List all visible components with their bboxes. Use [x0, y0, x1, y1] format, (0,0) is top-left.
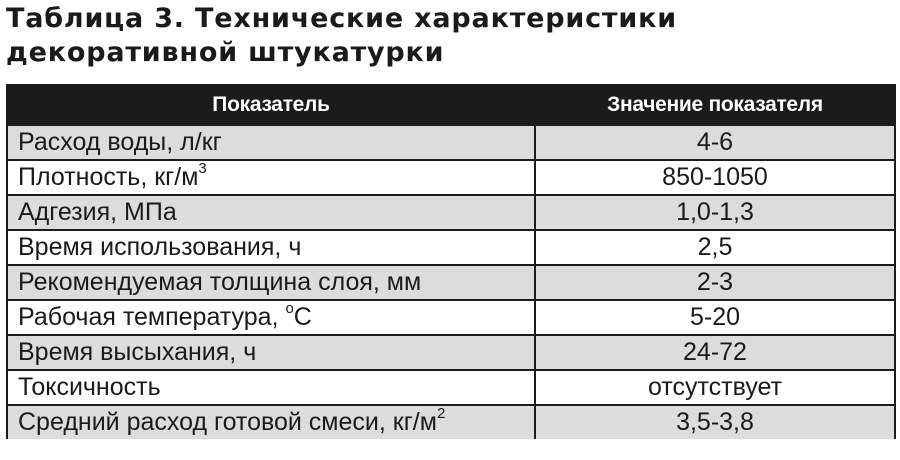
parameter-cell	[7, 230, 535, 265]
parameter-cell	[7, 335, 535, 370]
unit-superscript: 2	[436, 405, 446, 422]
parameter-cell	[7, 300, 535, 335]
unit-superscript: 3	[198, 160, 207, 177]
value-cell: 3,5-3,8	[535, 405, 895, 439]
parameter-cell	[7, 370, 535, 405]
parameter-label: Время высыхания, ч	[18, 338, 257, 366]
table-row	[7, 370, 895, 405]
table-row	[7, 230, 895, 265]
value-cell: 24-72	[535, 335, 895, 370]
table-row	[7, 125, 895, 160]
table-row	[7, 195, 895, 230]
table-row	[7, 335, 895, 370]
parameter-cell	[7, 405, 535, 439]
value-cell: 1,0-1,3	[535, 195, 895, 230]
parameter-label: Токсичность	[18, 373, 161, 401]
parameter-label: Плотность, кг/м	[18, 163, 199, 191]
value-cell: 2,5	[535, 230, 895, 265]
parameter-cell	[7, 125, 535, 160]
parameter-label: Расход воды, л/кг	[18, 128, 222, 156]
table-row	[7, 405, 895, 439]
parameter-cell	[7, 195, 535, 230]
value-cell: 850-1050	[535, 160, 895, 195]
parameter-label: Время использования, ч	[18, 233, 302, 261]
table-title: Таблица 3. Технические характеристики декоративной штукатурки	[6, 3, 677, 68]
column-header-value: Значение показателя	[535, 85, 895, 125]
table-row	[7, 300, 895, 335]
value-cell: 5-20	[535, 300, 895, 335]
parameter-cell	[7, 265, 535, 300]
table-header-row	[7, 85, 895, 125]
unit-superscript: o	[285, 300, 294, 317]
spec-table	[6, 84, 896, 439]
parameter-label: Рабочая температура,	[18, 303, 286, 331]
column-header-parameter: Показатель	[7, 85, 535, 125]
parameter-label: Рекомендуемая толщина слоя, мм	[18, 268, 422, 296]
parameter-label: Адгезия, МПа	[18, 198, 177, 226]
value-cell: 2-3	[535, 265, 895, 300]
value-cell: 4-6	[535, 125, 895, 160]
parameter-label: Средний расход готовой смеси, кг/м	[18, 408, 437, 436]
unit-suffix: С	[293, 303, 312, 331]
table-row	[7, 160, 895, 195]
parameter-cell	[7, 160, 535, 195]
table-body	[7, 125, 895, 439]
value-cell: отсутствует	[535, 370, 895, 405]
table-row	[7, 265, 895, 300]
